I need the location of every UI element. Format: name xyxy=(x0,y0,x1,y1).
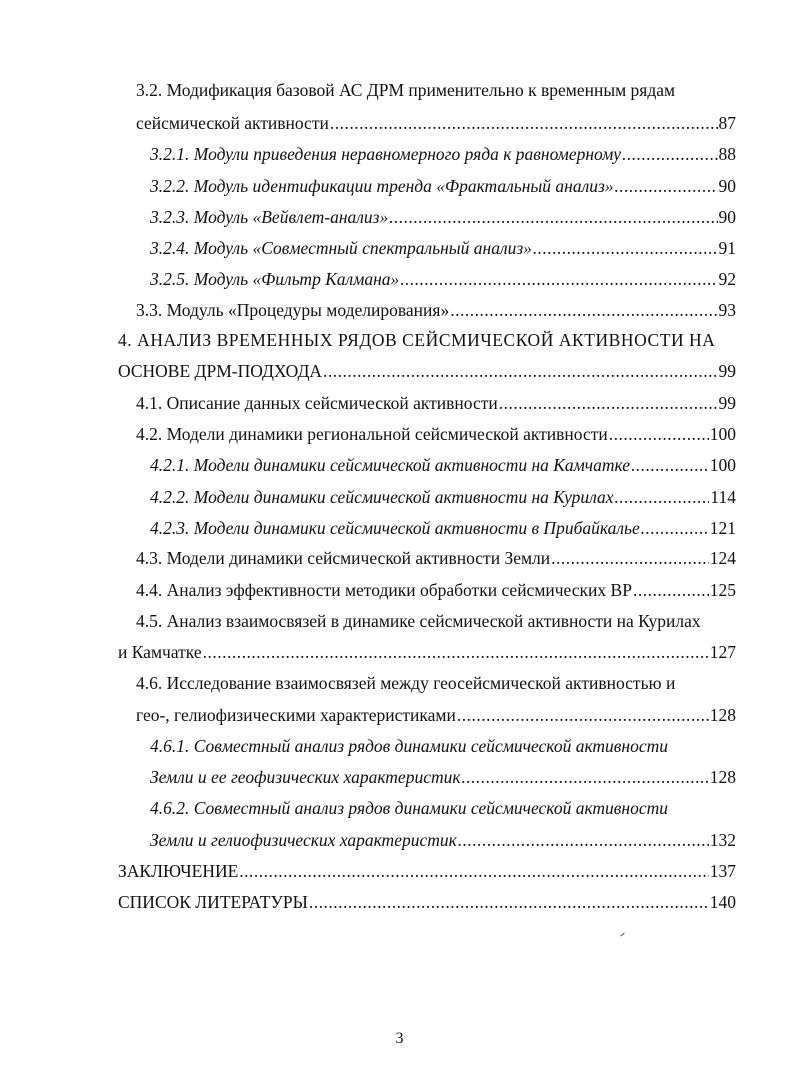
toc-entry-3-2-line1 xyxy=(136,79,736,101)
toc-entry-text: 4.6.1. Совместный анализ рядов динамики сейсмической активности xyxy=(150,736,668,756)
toc-page-number: 90 xyxy=(718,207,736,227)
toc-entry-3-3[interactable] xyxy=(136,299,736,321)
toc-entry-text: ОСНОВЕ ДРМ-ПОДХОДА xyxy=(118,361,323,381)
toc-entry-3-2-4[interactable] xyxy=(150,237,736,259)
toc-entry-4-line2[interactable] xyxy=(118,360,736,382)
leader-dots xyxy=(641,517,709,539)
toc-entry-text: Земли и гелиофизических характеристик xyxy=(150,830,457,850)
toc-entry-text: 3.3. Модуль «Процедуры моделирования» xyxy=(136,300,450,320)
toc-page-number: 100 xyxy=(709,424,736,444)
leader-dots xyxy=(400,268,717,290)
toc-entry-4-4[interactable] xyxy=(136,579,736,601)
toc-entry-4-6-line2[interactable] xyxy=(136,704,736,726)
toc-entry-4-6-1-line2[interactable] xyxy=(150,766,736,788)
toc-entry-3-2-1[interactable] xyxy=(150,143,736,165)
toc-entry-3-2-5[interactable] xyxy=(150,268,736,290)
toc-entry-4-5-line1 xyxy=(136,610,736,632)
toc-entry-4-1[interactable] xyxy=(136,392,736,414)
toc-page-number: 140 xyxy=(709,892,736,912)
toc-entry-text: СПИСОК ЛИТЕРАТУРЫ xyxy=(118,892,308,912)
toc-page-number: 88 xyxy=(718,144,736,164)
toc-entry-text: 4.3. Модели динамики сейсмической активности Земли xyxy=(136,548,551,568)
leader-dots xyxy=(615,175,718,197)
toc-page-number: 124 xyxy=(709,548,736,568)
toc-entry-text: Земли и ее геофизических характеристик xyxy=(150,767,461,787)
leader-dots xyxy=(615,486,710,508)
toc-entry-text: 4.2.3. Модели динамики сейсмической активности в Прибайкалье xyxy=(150,518,640,538)
toc-entry-4-2[interactable] xyxy=(136,423,736,445)
toc-page-number: 114 xyxy=(710,487,736,507)
toc-entry-text: гео-, гелиофизическими характеристиками xyxy=(136,705,456,725)
toc-entry-3-2-2[interactable] xyxy=(150,175,736,197)
toc-page-number: 121 xyxy=(709,518,736,538)
leader-dots xyxy=(389,206,717,228)
toc-entry-text: 3.2. Модификация базовой АС ДРМ применительно к временным рядам xyxy=(136,80,676,100)
toc-page-number: 137 xyxy=(709,861,736,881)
toc-entry-4-line1 xyxy=(118,329,736,351)
toc-entry-text: 4.2.1. Модели динамики сейсмической активности на Камчатке xyxy=(150,455,631,475)
leader-dots xyxy=(330,112,718,134)
toc-entry-text: 4.1. Описание данных сейсмической активности xyxy=(136,393,498,413)
toc-page-number: 100 xyxy=(709,455,736,475)
toc-entry-text: 4.6. Исследование взаимосвязей между геосейсмической активностью и xyxy=(136,673,676,693)
toc-entry-3-2-3[interactable] xyxy=(150,206,736,228)
toc-entry-text: 3.2.4. Модуль «Совместный спектральный анализ» xyxy=(150,238,532,258)
toc-entry-4-6-2-line1 xyxy=(150,797,736,819)
toc-entry-text: 4. АНАЛИЗ ВРЕМЕННЫХ РЯДОВ СЕЙСМИЧЕСКОЙ АКТИВНОСТИ НА xyxy=(118,330,716,350)
leader-dots xyxy=(309,891,709,913)
leader-dots xyxy=(622,143,717,165)
toc-entry-text: 4.4. Анализ эффективности методики обработки сейсмических ВР xyxy=(136,580,632,600)
toc-entry-references[interactable] xyxy=(118,891,736,913)
leader-dots xyxy=(633,579,709,601)
toc-entry-text: сейсмической активности xyxy=(136,113,329,133)
toc-page-number: 128 xyxy=(709,705,736,725)
toc-entry-3-2-line2[interactable] xyxy=(136,112,736,134)
leader-dots xyxy=(609,423,709,445)
toc-page-number: 125 xyxy=(709,580,736,600)
toc-entry-4-2-1[interactable] xyxy=(150,454,736,476)
leader-dots xyxy=(462,766,709,788)
toc-entry-4-5-line2[interactable] xyxy=(118,641,736,663)
toc-entry-text: 3.2.2. Модуль идентификации тренда «Фрактальный анализ» xyxy=(150,176,614,196)
toc-entry-conclusion[interactable] xyxy=(118,860,736,882)
toc-entry-4-3[interactable] xyxy=(136,547,736,569)
toc-page-number: 93 xyxy=(718,300,736,320)
leader-dots xyxy=(458,829,709,851)
toc-page-number: 91 xyxy=(718,238,736,258)
toc-entry-4-6-1-line1 xyxy=(150,735,736,757)
leader-dots xyxy=(323,360,717,382)
toc-entry-text: 3.2.1. Модули приведения неравномерного ряда к равномерному xyxy=(150,144,622,164)
toc-entry-text: 4.6.2. Совместный анализ рядов динамики сейсмической активности xyxy=(150,798,668,818)
toc-page-number: 87 xyxy=(718,113,736,133)
toc-page-number: 132 xyxy=(709,830,736,850)
leader-dots xyxy=(450,299,717,321)
leader-dots xyxy=(499,392,718,414)
toc-entry-4-2-3[interactable] xyxy=(150,517,736,539)
leader-dots xyxy=(533,237,718,259)
toc-entry-4-2-2[interactable] xyxy=(150,486,736,508)
leader-dots xyxy=(631,454,709,476)
toc-entry-4-6-line1 xyxy=(136,672,736,694)
toc-entry-4-6-2-line2[interactable] xyxy=(150,829,736,851)
leader-dots xyxy=(551,547,709,569)
leader-dots xyxy=(457,704,709,726)
toc-entry-text: 4.5. Анализ взаимосвязей в динамике сейсмической активности на Курилах xyxy=(136,611,701,631)
toc-page-number: 92 xyxy=(718,269,736,289)
toc-page-number: 99 xyxy=(718,361,736,381)
toc-page-number: 127 xyxy=(709,642,736,662)
toc-entry-text: 4.2. Модели динамики региональной сейсмической активности xyxy=(136,424,608,444)
toc-entry-text: ЗАКЛЮЧЕНИЕ xyxy=(118,861,239,881)
leader-dots xyxy=(203,641,709,663)
toc-page-number: 128 xyxy=(709,767,736,787)
toc-entry-text: и Камчатке xyxy=(118,642,202,662)
toc-entry-text: 3.2.3. Модуль «Вейвлет-анализ» xyxy=(150,207,389,227)
toc-page-number: 90 xyxy=(718,176,736,196)
leader-dots xyxy=(239,860,708,882)
scan-speck xyxy=(620,933,624,937)
toc-entry-text: 3.2.5. Модуль «Фильтр Калмана» xyxy=(150,269,400,289)
toc-entry-text: 4.2.2. Модели динамики сейсмической активности на Курилах xyxy=(150,487,614,507)
toc-page-number: 99 xyxy=(718,393,736,413)
page-number: 3 xyxy=(395,1030,404,1047)
